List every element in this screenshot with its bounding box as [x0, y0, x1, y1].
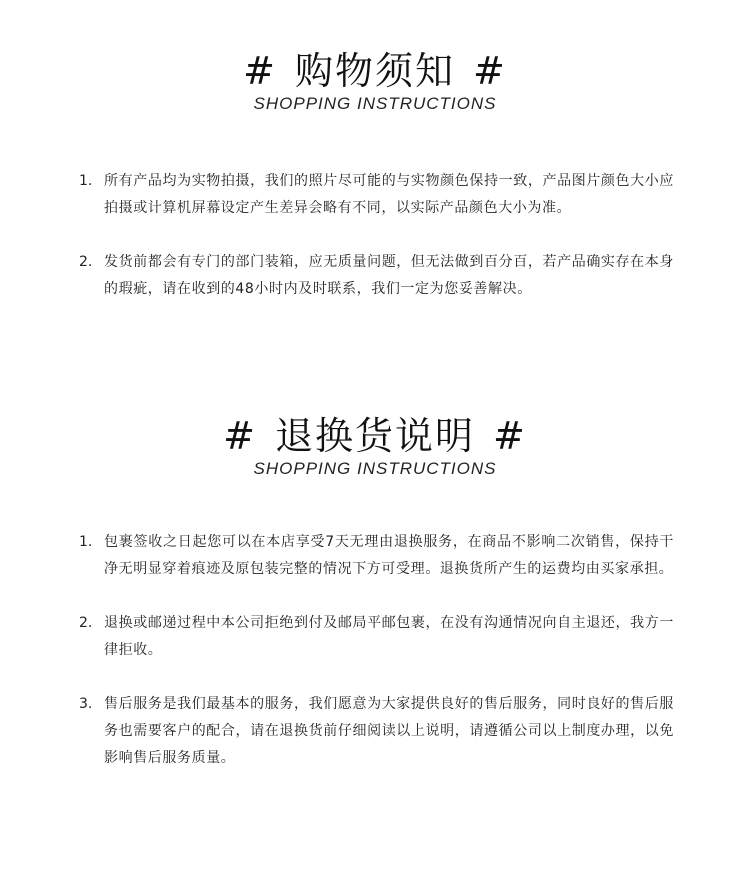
hash-mark-left: #	[223, 414, 257, 458]
instruction-list	[0, 529, 750, 772]
list-item	[0, 168, 750, 222]
list-item-text: 所有产品均为实物拍摄，我们的照片尽可能的与实物颜色保持一致，产品图片颜色大小应拍摄或计算机屏幕设定产生差异会略有不同，以实际产品颜色大小为准。	[104, 173, 674, 216]
list-item	[0, 529, 750, 583]
list-item	[0, 249, 750, 303]
return-policy-section	[0, 413, 750, 799]
instruction-list	[0, 168, 750, 303]
section-title	[0, 413, 750, 459]
list-item-number: 3.	[79, 696, 93, 712]
list-item-text: 发货前都会有专门的部门装箱，应无质量问题，但无法做到百分百，若产品确实存在本身的瑕疵，请在收到的48小时内及时联系，我们一定为您妥善解决。	[104, 254, 674, 297]
hash-mark-left: #	[243, 49, 277, 93]
list-item-text: 售后服务是我们最基本的服务，我们愿意为大家提供良好的售后服务，同时良好的售后服务也需要客户的配合，请在退换货前仔细阅读以上说明，请遵循公司以上制度办理，以免影响售后服务质量。	[104, 696, 674, 766]
list-item-number: 2.	[79, 254, 93, 270]
hash-mark-right: #	[473, 49, 507, 93]
list-item-number: 2.	[79, 615, 93, 631]
list-item-number: 1.	[79, 173, 93, 189]
list-item-text: 退换或邮递过程中本公司拒绝到付及邮局平邮包裹，在没有沟通情况向自主退还，我方一律拒收。	[104, 615, 674, 658]
section-title-text: 退换货说明	[274, 414, 475, 458]
list-item-number: 1.	[79, 534, 93, 550]
section-title	[0, 48, 750, 94]
list-item	[0, 610, 750, 664]
section-subtitle: SHOPPING INSTRUCTIONS	[253, 459, 497, 478]
shopping-notice-section	[0, 48, 750, 330]
list-item	[0, 691, 750, 772]
hash-mark-right: #	[493, 414, 527, 458]
section-subtitle: SHOPPING INSTRUCTIONS	[253, 94, 497, 113]
section-title-text: 购物须知	[294, 49, 455, 93]
list-item-text: 包裹签收之日起您可以在本店享受7天无理由退换服务，在商品不影响二次销售，保持干净无明显穿着痕迹及原包装完整的情况下方可受理。退换货所产生的运费均由买家承担。	[104, 534, 674, 577]
